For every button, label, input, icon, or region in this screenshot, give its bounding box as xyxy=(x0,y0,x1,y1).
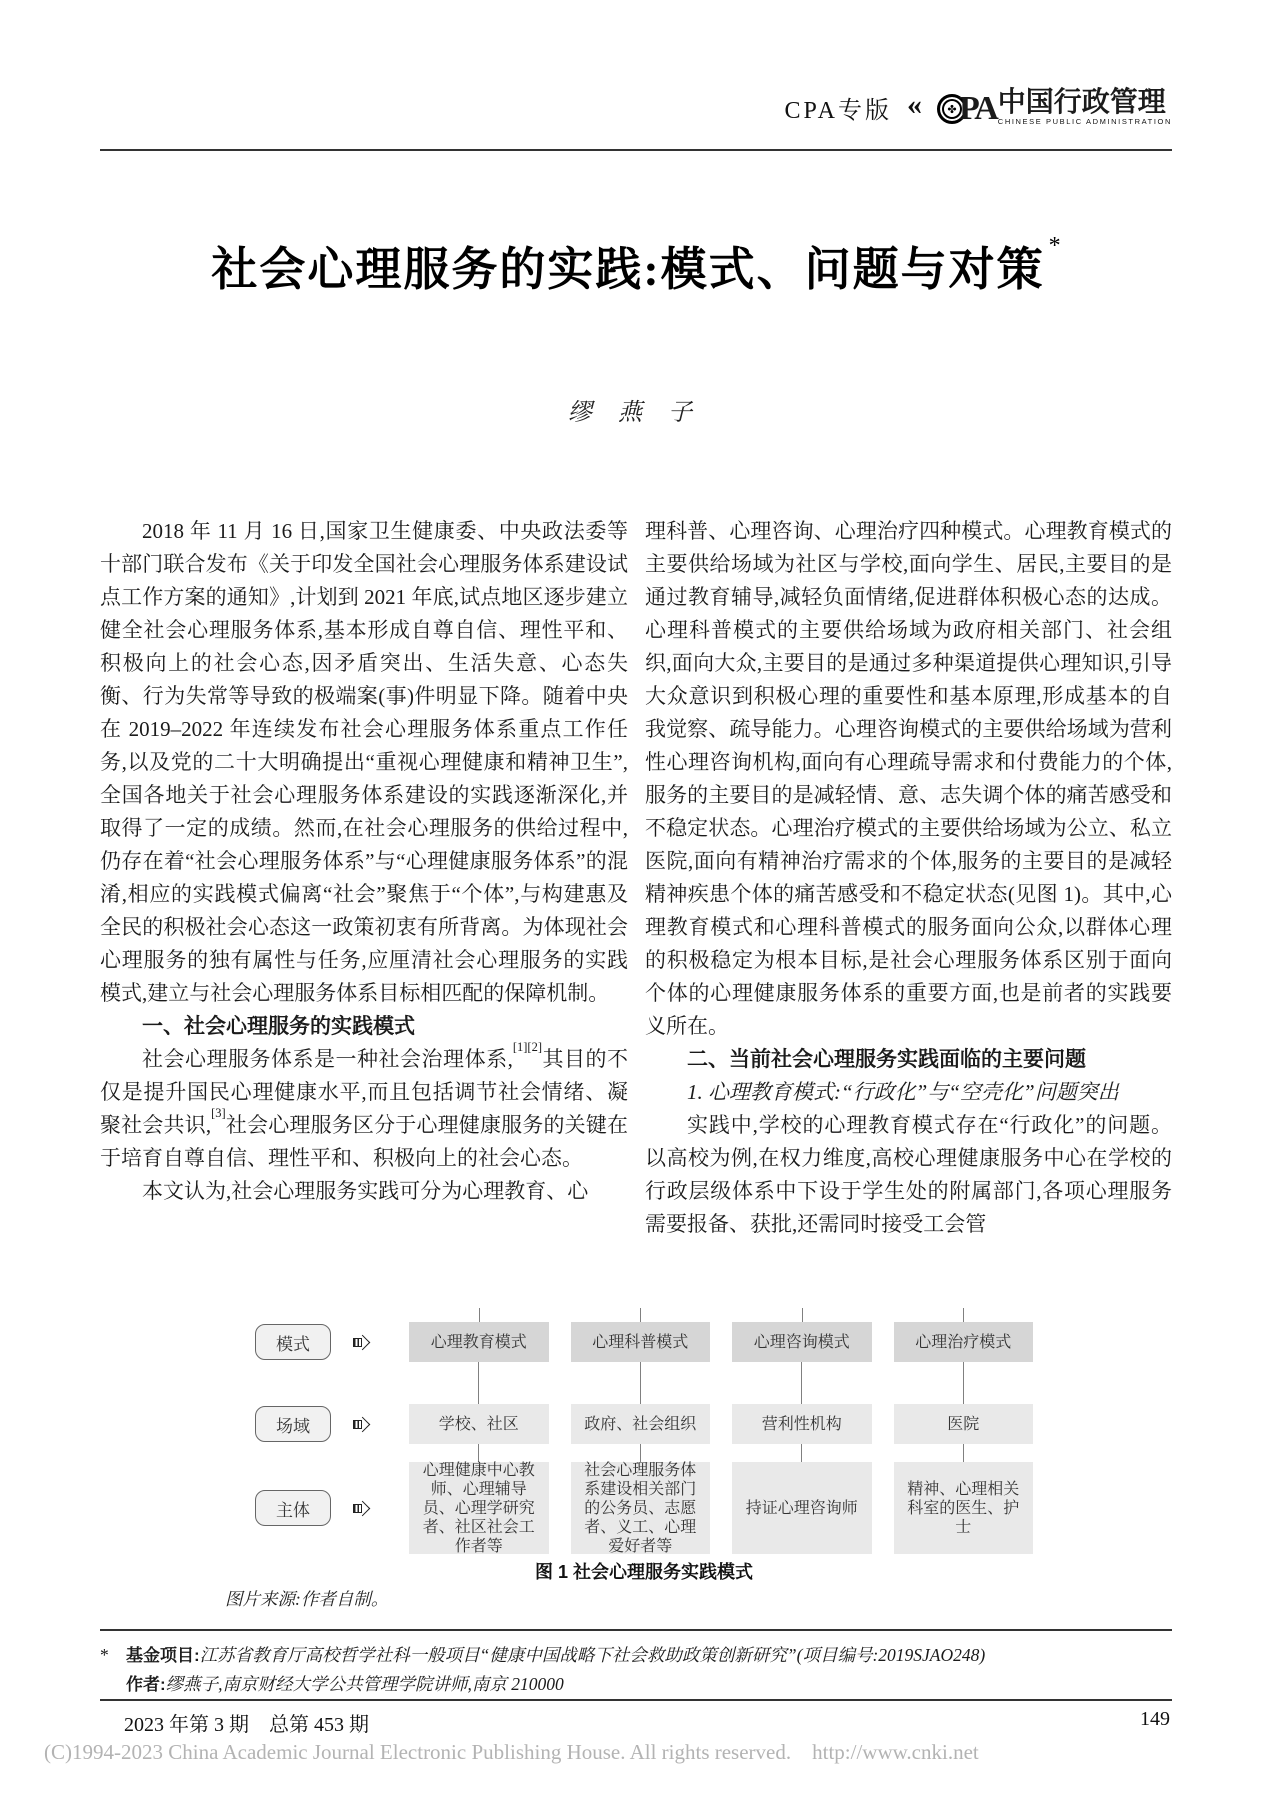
connector-line xyxy=(478,1444,479,1462)
author-text: 缪燕子,南京财经大学公共管理学院讲师,南京 210000 xyxy=(165,1674,564,1694)
footnote-rule xyxy=(100,1629,1172,1631)
text-segment: 实践中,学校的心理教育模式存在“行政化”的问题。以高校为例,在权力维度,高校心理健康服务中心在学校的行政层级体系中下设于学生处的附属部门,各项心理服务需要报备、获批,还需同时接受工会管 xyxy=(645,1113,1172,1236)
issue-info: 2023 年第 3 期 总第 453 期 xyxy=(124,1714,369,1736)
logo-pa-text: PA xyxy=(958,90,996,127)
connector-line xyxy=(801,1362,802,1404)
connector-line xyxy=(963,1362,964,1404)
figure-row-label: 主体 xyxy=(255,1490,331,1526)
figure-box-subject: 精神、心理相关科室的医生、护士 xyxy=(894,1462,1034,1554)
sub-heading xyxy=(645,1076,1172,1109)
body-column-left xyxy=(100,515,628,1208)
page-header xyxy=(785,88,1173,126)
guillemet-icon: « xyxy=(906,88,922,121)
text-segment: 本文认为,社会心理服务实践可分为心理教育、心 xyxy=(142,1179,589,1203)
section-heading xyxy=(645,1043,1172,1076)
logo-mark xyxy=(937,92,996,126)
paragraph xyxy=(100,1175,628,1208)
figure-box-field: 营利性机构 xyxy=(732,1404,872,1444)
footnote-marker: * xyxy=(100,1645,109,1665)
figure-1-diagram xyxy=(255,1322,1033,1554)
article-author: 缪 燕 子 xyxy=(568,400,702,426)
copyright-notice: (C)1994-2023 China Academic Journal Electronic Publishing House. All rights reserved. http://www.cnki.net xyxy=(44,1740,979,1764)
logo-chinese-title: 中国行政管理 xyxy=(997,86,1166,117)
figure-row-label: 场域 xyxy=(255,1406,331,1442)
figure-box-subject: 持证心理咨询师 xyxy=(732,1462,872,1554)
connector-line xyxy=(478,1362,479,1404)
figure-box-subject: 心理健康中心教师、心理辅导员、心理学研究者、社区社会工作者等 xyxy=(409,1462,549,1554)
text-segment: 理科普、心理咨询、心理治疗四种模式。心理教育模式的主要供给场域为社区与学校,面向学生、居民,主要目的是通过教育辅导,减轻负面情绪,促进群体积极心态的达成。心理科普模式的主要供给场域为政府相关部门、社会组织,面向大众,主要目的是通过多种渠道提供心理知识,引导大众意识到积极心理的重要性和基本原理,形成基本的自我觉察、疏导能力。心理咨询模式的主要供给场域为营利性心理咨询机构,面向有心理疏导需求和付费能力的个体,服务的主要目的是减轻情、意、志失调个体的痛苦感受和不稳定状态。心理治疗模式的主要供给场域为公立、私立医院,面向有精神治疗需求的个体,服务的主要目的是减轻精神疾患个体的痛苦感受和不稳定状态(见图 1)。其中,心理教育模式和心理科普模式的服务面向公众,以群体心理的积极稳定为根本目标,是社会心理服务体系区别于面向个体的心理健康服务体系的重要方面,也是前者的实践要义所在。 xyxy=(645,519,1172,1038)
connector-line xyxy=(640,1362,641,1404)
text-segment: 社会心理服务区分于心理健康服务的关键在于培育自尊自信、理性平和、积极向上的社会心态。 xyxy=(100,1113,629,1170)
paragraph xyxy=(645,515,1172,1043)
figure-box-field: 政府、社会组织 xyxy=(571,1404,711,1444)
figure-box-field: 医院 xyxy=(894,1404,1034,1444)
text-segment: 社会心理服务体系是一种社会治理体系, xyxy=(142,1047,513,1071)
figure-source-note: 图片来源:作者自制。 xyxy=(225,1589,389,1609)
text-segment: 二、当前社会心理服务实践面临的主要问题 xyxy=(687,1048,1086,1071)
connector-line xyxy=(963,1444,964,1462)
paragraph xyxy=(645,1109,1172,1241)
text-segment: 2018 年 11 月 16 日,国家卫生健康委、中央政法委等十部门联合发布《关于印发全国社会心理服务体系建设试点工作方案的通知》,计划到 2021 年底,试点地区逐步建立健全社会心理服务体系,基本形成自尊自信、理性平和、积极向上的社会心态,因矛盾突出、生活失意、心态失衡、行为失常等导致的极端案(事)件明显下降。随着中央在 2019–2022 年连续发布社会心理服务体系重点工作任务,以及党的二十大明确提出“重视心理健康和精神卫生”,全国各地关于社会心理服务体系建设的实践逐渐深化,并取得了一定的成绩。然而,在社会心理服务的供给过程中,仍存在着“社会心理服务体系”与“心理健康服务体系”的混淆,相应的实践模式偏离“社会”聚焦于“个体”,与构建惠及全民的积极社会心态这一政策初衷有所背离。为体现社会心理服务的独有属性与任务,应厘清社会心理服务的实践模式,建立与社会心理服务体系目标相匹配的保障机制。 xyxy=(100,519,628,1005)
body-column-right xyxy=(645,515,1172,1241)
title-footnote-marker: * xyxy=(1048,232,1063,259)
citation-ref: [1][2] xyxy=(512,1040,542,1054)
section-heading xyxy=(100,1010,628,1043)
figure-box-field: 学校、社区 xyxy=(409,1404,549,1444)
right-arrow-icon xyxy=(353,1419,387,1430)
article-title xyxy=(0,233,1270,299)
author-label: 作者: xyxy=(126,1675,166,1694)
figure-box-mode: 心理教育模式 xyxy=(409,1322,549,1362)
article-title-text: 社会心理服务的实践:模式、问题与对策 xyxy=(211,244,1045,295)
figure-box-subject: 社会心理服务体系建设相关部门的公务员、志愿者、义工、心理爱好者等 xyxy=(571,1462,711,1554)
citation-ref: [3] xyxy=(211,1106,226,1120)
page-number: 149 xyxy=(1140,1708,1170,1730)
header-rule xyxy=(100,149,1172,151)
text-segment: 一、社会心理服务的实践模式 xyxy=(142,1015,415,1038)
figure-row-label: 模式 xyxy=(255,1324,331,1360)
text-segment: 1. 心理教育模式:“行政化”与“空壳化”问题突出 xyxy=(687,1080,1119,1104)
connector-line xyxy=(801,1444,802,1462)
logo-english-title: CHINESE PUBLIC ADMINISTRATION xyxy=(997,117,1172,126)
paragraph xyxy=(100,1040,629,1175)
footnote-block xyxy=(100,1641,1172,1699)
footnote-fund-line xyxy=(100,1641,1172,1670)
journal-logo xyxy=(937,88,1172,126)
footnote-author-line xyxy=(126,1670,1172,1699)
figure-caption: 图 1 社会心理服务实践模式 xyxy=(534,1562,753,1582)
text-segment: 其目的不仅是提升国民心理健康水平,而且包括调节社会情绪、凝聚社会共识, xyxy=(100,1047,629,1137)
right-arrow-icon xyxy=(353,1503,387,1514)
footer-rule xyxy=(100,1699,1172,1701)
paragraph xyxy=(100,515,628,1010)
logo-titles xyxy=(998,88,1172,126)
fund-text: 江苏省教育厅高校哲学社科一般项目“健康中国战略下社会救助政策创新研究”(项目编号:2019SJAO248) xyxy=(199,1645,986,1665)
figure-box-mode: 心理咨询模式 xyxy=(732,1322,872,1362)
figure-box-mode: 心理科普模式 xyxy=(571,1322,711,1362)
right-arrow-icon xyxy=(353,1337,387,1348)
logo-circle-icon: ✤ xyxy=(937,94,967,124)
edition-label: CPA专版 xyxy=(784,97,892,124)
fund-label: 基金项目: xyxy=(126,1646,200,1665)
connector-line xyxy=(640,1444,641,1462)
figure-box-mode: 心理治疗模式 xyxy=(894,1322,1034,1362)
